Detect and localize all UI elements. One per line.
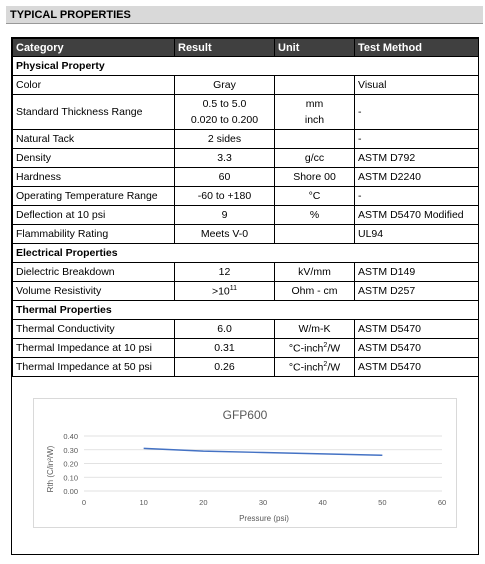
table-row <box>13 263 479 282</box>
result-cell <box>175 282 275 301</box>
y-tick-label: 0.30 <box>63 445 78 455</box>
unit-cell: Ohm - cm <box>275 282 355 301</box>
category-cell: Operating Temperature Range <box>13 187 175 206</box>
column-header-unit: Unit <box>275 39 355 57</box>
unit-text: °C-inch <box>288 361 324 374</box>
method-cell: ASTM D5470 <box>355 339 479 358</box>
unit-cell <box>275 95 355 130</box>
table-row <box>13 95 479 130</box>
table-row <box>13 76 479 95</box>
category-cell: Density <box>13 149 175 168</box>
section-title: TYPICAL PROPERTIES <box>10 9 131 21</box>
column-header-test-method: Test Method <box>355 39 479 57</box>
method-cell: - <box>355 187 479 206</box>
group-label: Thermal Properties <box>13 301 479 320</box>
result-cell: Gray <box>175 76 275 95</box>
unit-cell: W/m-K <box>275 320 355 339</box>
result-cell <box>175 95 275 130</box>
x-tick-label: 10 <box>139 498 148 507</box>
x-axis-label: Pressure (psi) <box>239 514 289 523</box>
category-cell: Color <box>13 76 175 95</box>
unit-exponent: 2 <box>323 360 328 368</box>
result-cell: Meets V-0 <box>175 225 275 244</box>
result-cell: 12 <box>175 263 275 282</box>
unit-cell: % <box>275 206 355 225</box>
method-cell: - <box>355 95 479 130</box>
result-cell: 9 <box>175 206 275 225</box>
category-cell: Thermal Impedance at 50 psi <box>13 358 175 377</box>
method-cell: ASTM D5470 <box>355 320 479 339</box>
method-cell: ASTM D792 <box>355 149 479 168</box>
method-cell: UL94 <box>355 225 479 244</box>
unit-text: °C-inch <box>288 342 324 355</box>
unit-cell <box>275 76 355 95</box>
unit-line-imperial: inch <box>304 114 325 126</box>
category-cell: Thermal Conductivity <box>13 320 175 339</box>
group-row-electrical <box>13 244 479 263</box>
category-cell: Natural Tack <box>13 130 175 149</box>
group-label: Physical Property <box>13 57 479 76</box>
table-row <box>13 168 479 187</box>
method-cell: ASTM D257 <box>355 282 479 301</box>
group-row-physical <box>13 57 479 76</box>
x-tick-label: 60 <box>437 498 447 507</box>
y-tick-label: 0.00 <box>63 487 78 496</box>
unit-line-metric: mm <box>305 98 324 110</box>
table-row <box>13 320 479 339</box>
result-cell: 0.31 <box>175 339 275 358</box>
y-tick-label: 0.40 <box>63 432 78 441</box>
x-tick-label: 30 <box>258 498 268 507</box>
unit-exponent: 2 <box>323 341 328 349</box>
result-cell: 6.0 <box>175 320 275 339</box>
table-row <box>13 187 479 206</box>
unit-cell <box>275 225 355 244</box>
result-cell: -60 to +180 <box>175 187 275 206</box>
table-row <box>13 225 479 244</box>
group-label: Electrical Properties <box>13 244 479 263</box>
category-cell: Volume Resistivity <box>13 282 175 301</box>
method-cell: ASTM D149 <box>355 263 479 282</box>
table-row <box>13 282 479 301</box>
unit-cell: °C <box>275 187 355 206</box>
unit-cell <box>275 358 355 377</box>
y-axis-label: Rth (C/in²/W) <box>46 445 55 493</box>
table-row <box>13 149 479 168</box>
category-cell: Deflection at 10 psi <box>13 206 175 225</box>
x-tick-label: 0 <box>81 498 87 507</box>
chart-container <box>33 398 457 528</box>
category-cell: Dielectric Breakdown <box>13 263 175 282</box>
y-tick-label: 0.20 <box>63 459 78 469</box>
table-row <box>13 358 479 377</box>
result-cell: 2 sides <box>175 130 275 149</box>
unit-cell: Shore 00 <box>275 168 355 187</box>
result-cell: 60 <box>175 168 275 187</box>
x-tick-label: 20 <box>199 498 208 507</box>
unit-suffix: /W <box>327 361 341 374</box>
y-tick-label: 0.10 <box>63 473 78 483</box>
category-cell: Hardness <box>13 168 175 187</box>
result-base: >10 <box>211 285 230 298</box>
method-cell: - <box>355 130 479 149</box>
result-cell: 0.26 <box>175 358 275 377</box>
table-header-row <box>13 39 479 57</box>
table-row <box>13 130 479 149</box>
result-line-metric: 0.5 to 5.0 <box>202 98 247 110</box>
unit-cell: g/cc <box>275 149 355 168</box>
result-line-imperial: 0.020 to 0.200 <box>190 114 259 126</box>
result-exponent: 11 <box>229 284 238 292</box>
method-cell: ASTM D2240 <box>355 168 479 187</box>
column-header-category: Category <box>13 39 175 57</box>
category-cell: Standard Thickness Range <box>13 95 175 130</box>
unit-cell <box>275 339 355 358</box>
unit-cell <box>275 130 355 149</box>
x-tick-label: 50 <box>378 498 387 507</box>
result-cell: 3.3 <box>175 149 275 168</box>
chart-title: GFP600 <box>222 408 268 422</box>
column-header-result: Result <box>175 39 275 57</box>
method-cell: ASTM D5470 <box>355 358 479 377</box>
category-cell: Thermal Impedance at 10 psi <box>13 339 175 358</box>
category-cell: Flammability Rating <box>13 225 175 244</box>
method-cell: Visual <box>355 76 479 95</box>
unit-suffix: /W <box>327 342 341 355</box>
table-row <box>13 339 479 358</box>
group-row-thermal <box>13 301 479 320</box>
section-header <box>6 6 483 24</box>
impedance-chart <box>34 399 456 527</box>
table-row <box>13 206 479 225</box>
properties-table <box>12 38 479 377</box>
method-cell: ASTM D5470 Modified <box>355 206 479 225</box>
x-tick-label: 40 <box>318 498 327 507</box>
unit-cell: kV/mm <box>275 263 355 282</box>
